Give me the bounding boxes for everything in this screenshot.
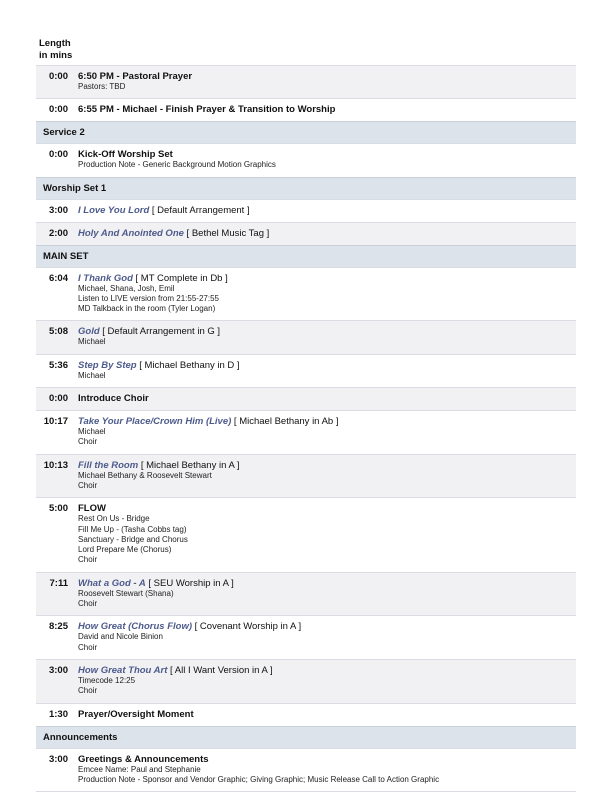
song-item[interactable] [36, 354, 576, 387]
song-item[interactable] [36, 222, 576, 245]
song-item[interactable] [36, 320, 576, 353]
item-note: Choir [78, 437, 98, 447]
song-item[interactable] [36, 410, 576, 454]
item-duration: 0:00 [48, 71, 68, 82]
section-header-announcements: Announcements [36, 726, 576, 748]
song-title[interactable]: I Love You Lord [78, 204, 150, 216]
list-item[interactable] [36, 703, 576, 726]
song-arrangement: [ Covenant Worship in A ] [194, 621, 302, 633]
song-arrangement: [ Michael Bethany in A ] [140, 459, 240, 471]
item-duration: 3:00 [48, 664, 68, 676]
section-header-service-2: Service 2 [36, 121, 576, 143]
item-note: Michael, Shana, Josh, Emil [78, 283, 175, 293]
item-duration: 5:00 [48, 503, 68, 515]
item-title: Introduce Choir [78, 393, 149, 405]
song-item[interactable] [36, 454, 576, 498]
item-note: Choir [78, 555, 98, 565]
item-duration: 0:00 [48, 149, 68, 161]
song-title[interactable]: What a God - A [78, 577, 146, 589]
list-item[interactable] [36, 98, 576, 121]
section-header-worship-set-1: Worship Set 1 [36, 177, 576, 199]
song-title[interactable]: Gold [78, 326, 100, 338]
item-note: Michael [78, 427, 106, 437]
item-note: David and Nicole Binion [78, 632, 163, 642]
item-note: Choir [78, 642, 98, 652]
song-item[interactable] [36, 659, 576, 703]
item-duration: 2:00 [48, 227, 68, 239]
item-duration: 1:30 [48, 708, 68, 720]
item-note: Pastors: TBD [78, 82, 126, 91]
song-arrangement: [ Default Arrangement ] [151, 204, 250, 216]
item-duration: 8:25 [48, 621, 68, 633]
item-note: Production Note - Generic Background Motion Graphics [78, 160, 276, 170]
list-item[interactable] [36, 497, 576, 571]
item-duration: 7:11 [49, 577, 68, 589]
item-duration: 0:00 [48, 104, 68, 116]
item-duration: 0:00 [48, 393, 68, 405]
item-duration: 3:00 [48, 204, 68, 216]
item-title: 6:55 PM - Michael - Finish Prayer & Transition to Worship [78, 104, 336, 116]
item-note: Sanctuary - Bridge and Chorus [78, 534, 188, 544]
item-note: Rest On Us - Bridge [78, 514, 150, 524]
item-note: Emcee Name: Paul and Stephanie [78, 764, 201, 774]
item-note: Listen to LIVE version from 21:55-27:55 [78, 293, 219, 303]
song-title[interactable]: How Great (Chorus Flow) [78, 621, 192, 633]
section-header-main-set: MAIN SET [36, 245, 576, 267]
list-item[interactable] [36, 748, 576, 792]
length-column-header: Length in mins [39, 38, 73, 61]
song-item[interactable] [36, 267, 576, 321]
item-note: Timecode 12:25 [78, 675, 136, 685]
item-duration: 5:08 [48, 326, 68, 338]
song-arrangement: [ SEU Worship in A ] [148, 577, 234, 589]
item-note: Michael [78, 370, 106, 380]
song-arrangement: [ Michael Bethany in Ab ] [233, 416, 339, 428]
song-title[interactable]: Holy And Anointed One [78, 227, 184, 239]
song-arrangement: [ Michael Bethany in D ] [139, 359, 240, 371]
item-title: Kick-Off Worship Set [78, 149, 173, 161]
item-duration: 6:04 [48, 272, 68, 284]
item-duration: 10:13 [43, 459, 68, 471]
item-note: Lord Prepare Me (Chorus) [78, 545, 172, 555]
item-title: Greetings & Announcements [78, 753, 209, 765]
list-item[interactable] [36, 143, 576, 176]
song-item[interactable] [36, 199, 576, 222]
item-note: Choir [78, 686, 98, 696]
song-arrangement: [ MT Complete in Db ] [135, 272, 228, 284]
item-note: Michael Bethany & Roosevelt Stewart [78, 470, 212, 480]
item-note: Production Note - Sponsor and Vendor Graphic; Giving Graphic; Music Release Call to Action Graphic [78, 774, 440, 784]
item-note: Choir [78, 480, 98, 490]
list-item[interactable] [36, 387, 576, 410]
item-note: Choir [78, 599, 98, 609]
item-note: Fill Me Up - (Tasha Cobbs tag) [78, 524, 187, 534]
item-title: Prayer/Oversight Moment [78, 708, 194, 720]
song-title[interactable]: How Great Thou Art [78, 664, 168, 676]
song-item[interactable] [36, 615, 576, 659]
song-title[interactable]: Take Your Place/Crown Him (Live) [78, 416, 232, 428]
item-note: Michael [78, 337, 106, 347]
item-duration: 10:17 [43, 416, 68, 428]
order-of-service [36, 38, 576, 792]
song-arrangement: [ Default Arrangement in G ] [102, 326, 221, 338]
song-arrangement: [ Bethel Music Tag ] [186, 227, 270, 239]
item-title: 6:50 PM - Pastoral Prayer [78, 71, 193, 82]
song-arrangement: [ All I Want Version in A ] [170, 664, 273, 676]
song-item[interactable] [36, 572, 576, 616]
item-note: Roosevelt Stewart (Shana) [78, 588, 174, 598]
list-item[interactable] [36, 65, 576, 98]
item-note: MD Talkback in the room (Tyler Logan) [78, 304, 216, 314]
song-title[interactable]: Step By Step [78, 359, 137, 371]
item-title: FLOW [78, 503, 106, 515]
song-title[interactable]: I Thank God [78, 272, 133, 284]
song-title[interactable]: Fill the Room [78, 459, 139, 471]
item-duration: 5:36 [48, 359, 68, 371]
item-duration: 3:00 [48, 753, 68, 765]
